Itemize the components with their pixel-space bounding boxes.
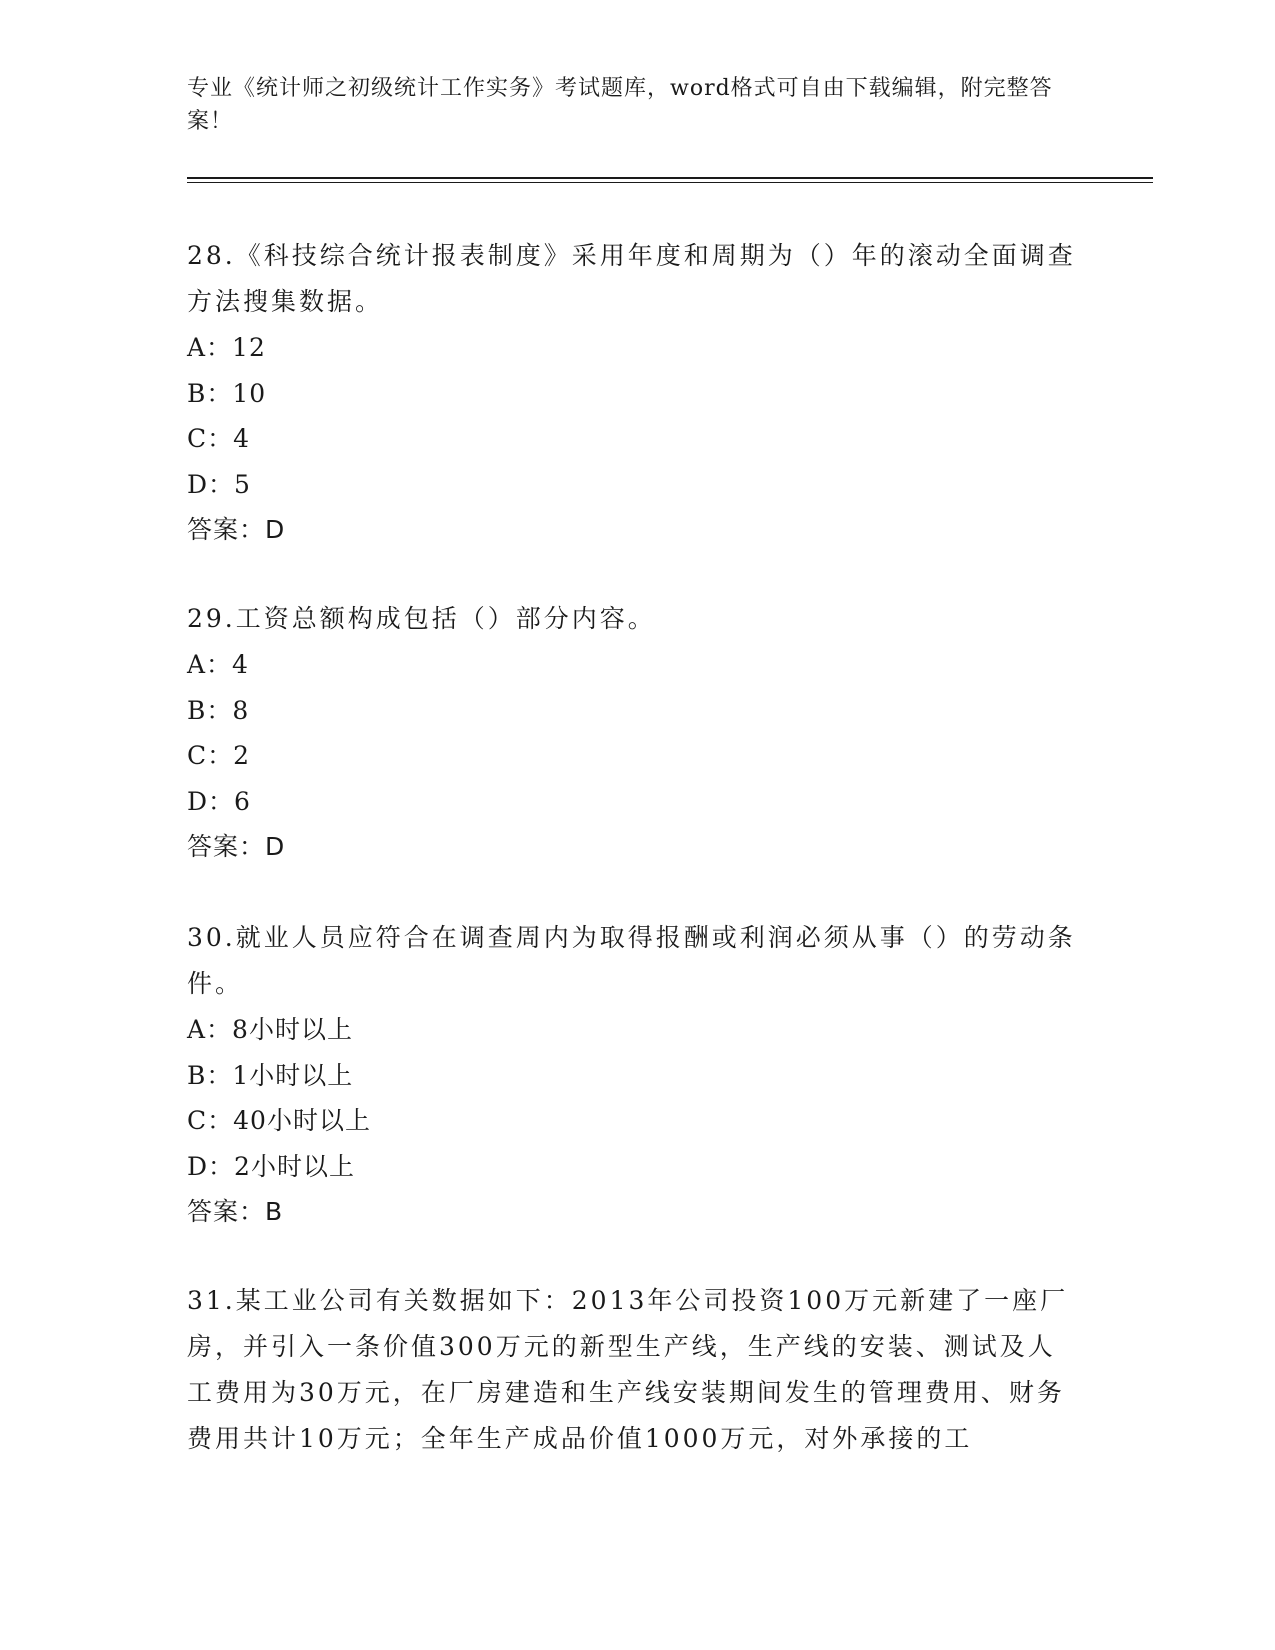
- option-b: B：8: [187, 695, 250, 725]
- option-b: B：1小时以上: [187, 1060, 354, 1090]
- header-divider-thick: [187, 177, 1153, 179]
- option-b: B：10: [187, 378, 267, 408]
- option-d: D：6: [187, 786, 251, 816]
- option-c: C：40小时以上: [187, 1106, 371, 1135]
- question-text: 31.某工业公司有关数据如下：2013年公司投资100万元新建了一座厂房，并引入一条价值300万元的新型生产线，生产线的安装、测试及人工费用为30万元，在厂房建造和生产线安装期间发生的管理费用、财务费用共计10万元；全年生产成品价值1000万元，对外承接的工: [187, 1286, 1069, 1453]
- header-divider-thin: [187, 182, 1153, 183]
- question-text: 30.就业人员应符合在调查周内为取得报酬或利润必须从事（）的劳动条件。: [187, 923, 1076, 998]
- answer-line: 答案：D: [187, 515, 286, 544]
- question-29: [187, 596, 1077, 870]
- option-a: A：8小时以上: [187, 1015, 353, 1044]
- answer-line: 答案：B: [187, 1197, 284, 1226]
- document-header: 专业《统计师之初级统计工作实务》考试题库，word格式可自由下载编辑，附完整答案！: [187, 76, 1053, 134]
- question-28: [187, 233, 1077, 553]
- option-a: A：12: [187, 333, 266, 362]
- answer-line: 答案：D: [187, 832, 286, 861]
- question-30: [187, 915, 1077, 1235]
- option-c: C：2: [187, 741, 251, 770]
- option-c: C：4: [187, 424, 251, 453]
- question-31: [187, 1278, 1077, 1462]
- question-text: 29.工资总额构成包括（）部分内容。: [187, 604, 656, 633]
- question-text: 28.《科技综合统计报表制度》采用年度和周期为（）年的滚动全面调查方法搜集数据。: [187, 241, 1076, 316]
- option-a: A：4: [187, 650, 249, 679]
- option-d: D：5: [187, 469, 251, 499]
- option-d: D：2小时以上: [187, 1151, 355, 1181]
